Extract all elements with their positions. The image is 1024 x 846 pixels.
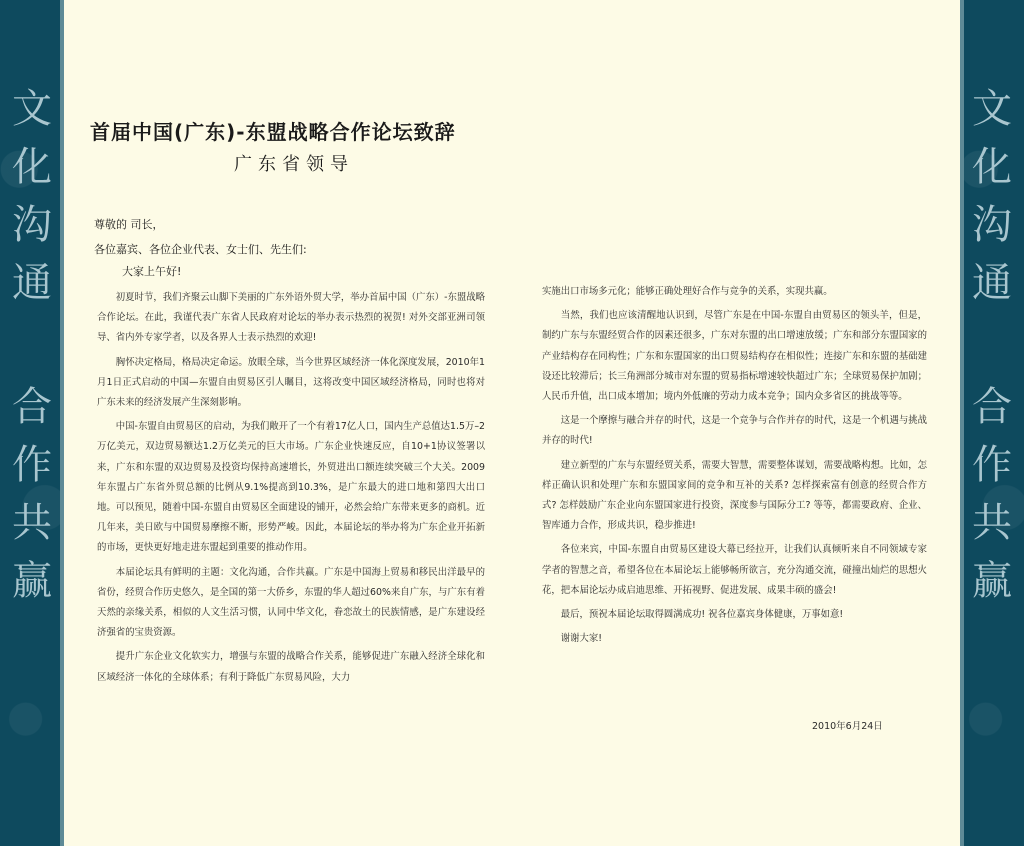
left-banner-text-bottom [0, 378, 64, 610]
banner-char: 通 [12, 260, 52, 306]
document-page [64, 0, 960, 846]
paragraph: 谢谢大家! [560, 633, 603, 645]
paragraph: 这是一个摩擦与融合并存的时代，这是一个竞争与合作并存的时代，这是一个机遇与挑战并存的时代! [542, 415, 927, 447]
right-decorative-banner [960, 0, 1024, 846]
greeting-line: 尊敬的 司长， [94, 218, 164, 231]
paragraph: 提升广东企业文化软实力，增强与东盟的战略合作关系，能够促进广东融入经济全球化和区域经济一体化的全球体系；有利于降低广东贸易风险，大力 [97, 651, 485, 683]
document-date: 2010年6月24日 [812, 721, 883, 732]
banner-char: 沟 [12, 202, 52, 248]
banner-char: 作 [972, 442, 1012, 488]
banner-char: 文 [12, 86, 52, 132]
page-subtitle: 广东省领导 [234, 154, 354, 175]
banner-char: 共 [972, 500, 1012, 546]
page-title: 首届中国(广东)-东盟战略合作论坛致辞 [90, 120, 456, 144]
banner-char: 作 [12, 442, 52, 488]
paragraph: 最后，预祝本届论坛取得圆满成功! 祝各位嘉宾身体健康，万事如意! [560, 609, 844, 621]
right-banner-text-top [960, 80, 1024, 312]
left-text-column [97, 288, 485, 692]
right-text-column [542, 282, 927, 653]
left-decorative-banner [0, 0, 64, 846]
banner-char: 文 [972, 86, 1012, 132]
banner-char: 通 [972, 260, 1012, 306]
paragraph: 各位来宾，中国-东盟自由贸易区建设大幕已经拉开，让我们认真倾听来自不同领域专家学者的智慧之音，希望各位在本届论坛上能够畅所欲言，充分沟通交流，碰撞出灿烂的思想火花，把本届论坛办成启迪思维、开拓视野、促进发展、成果丰硕的盛会! [542, 544, 927, 596]
banner-char: 赢 [12, 558, 52, 604]
right-banner-text-bottom [960, 378, 1024, 610]
banner-char: 沟 [972, 202, 1012, 248]
paragraph: 当然，我们也应该清醒地认识到，尽管广东是在中国-东盟自由贸易区的领头羊，但是，制约广东与东盟经贸合作的因素还很多，广东对东盟的出口增速放缓；广东和部分东盟国家的产业结构存在同构性；广东和东盟国家的出口贸易结构存在相似性；连接广东和东盟的基础建设还比较滞后；长三角洲部分城市对东盟的贸易指标增速较快超过广东；全球贸易保护加剧；人民币升值，出口成本增加；境内外低廉的劳动力成本竞争；国内众多省区的挑战等等。 [542, 310, 927, 403]
paragraph: 中国-东盟自由贸易区的启动，为我们敞开了一个有着17亿人口，国内生产总值达1.5万–2万亿美元，双边贸易额达1.2万亿美元的巨大市场。广东企业快速反应，自10+1协议签署以来，广东和东盟的双边贸易及投资均保持高速增长，外贸进出口额连续突破三个大关。2009年东盟占广东省外贸总额的比例从9.1%提高到10.3%，是广东最大的进口地和第四大出口地。可以预见，随着中国-东盟自由贸易区全面建设的铺开，必然会给广东带来更多的商机。近几年来，美日欧与中国贸易摩擦不断，形势严峻。因此，本届论坛的举办将为广东企业开拓新的市场，更快更好地走进东盟起到重要的推动作用。 [97, 421, 485, 554]
banner-char: 赢 [972, 558, 1012, 604]
greeting-line: 大家上午好! [122, 265, 182, 278]
banner-char: 共 [12, 500, 52, 546]
paragraph: 实施出口市场多元化；能够正确处理好合作与竞争的关系，实现共赢。 [542, 286, 833, 297]
paragraph: 建立新型的广东与东盟经贸关系，需要大智慧，需要整体谋划，需要战略构想。比如，怎样正确认识和处理广东和东盟国家间的竞争和互补的关系? 怎样探索富有创意的经贸合作方式? 怎样鼓励广东企业向东盟国家进行投资，深度参与国际分工? 等等，都需要政府、企业、智库通力合作，形成共识，稳步推进! [542, 459, 927, 532]
paragraph: 本届论坛具有鲜明的主题：文化沟通，合作共赢。广东是中国海上贸易和移民出洋最早的省份，经贸合作历史悠久，是全国的第一大侨乡，东盟的华人超过60%来自广东，与广东有着天然的亲缘关系，相似的人文生活习惯，认同中华文化，眷恋故土的民族情感，是广东建设经济强省的宝贵资源。 [97, 566, 485, 639]
paragraph: 初夏时节，我们齐聚云山脚下美丽的广东外语外贸大学，举办首届中国（广东）-东盟战略合作论坛。在此，我谨代表广东省人民政府对论坛的举办表示热烈的祝贺! 对外交部亚洲司领导、省内外专家学者，以及各界人士表示热烈的欢迎! [97, 292, 485, 344]
left-banner-text-top [0, 80, 64, 312]
banner-char: 化 [12, 144, 52, 190]
banner-char: 合 [972, 384, 1012, 430]
greeting-line: 各位嘉宾、各位企业代表、女士们、先生们: [94, 243, 307, 256]
banner-char: 化 [972, 144, 1012, 190]
banner-char: 合 [12, 384, 52, 430]
paragraph: 胸怀决定格局，格局决定命运。放眼全球，当今世界区域经济一体化深度发展，2010年1月1日正式启动的中国—东盟自由贸易区引人瞩目，这将改变中国区域经济格局，同时也将对广东未来的经济发展产生深刻影响。 [97, 356, 485, 409]
